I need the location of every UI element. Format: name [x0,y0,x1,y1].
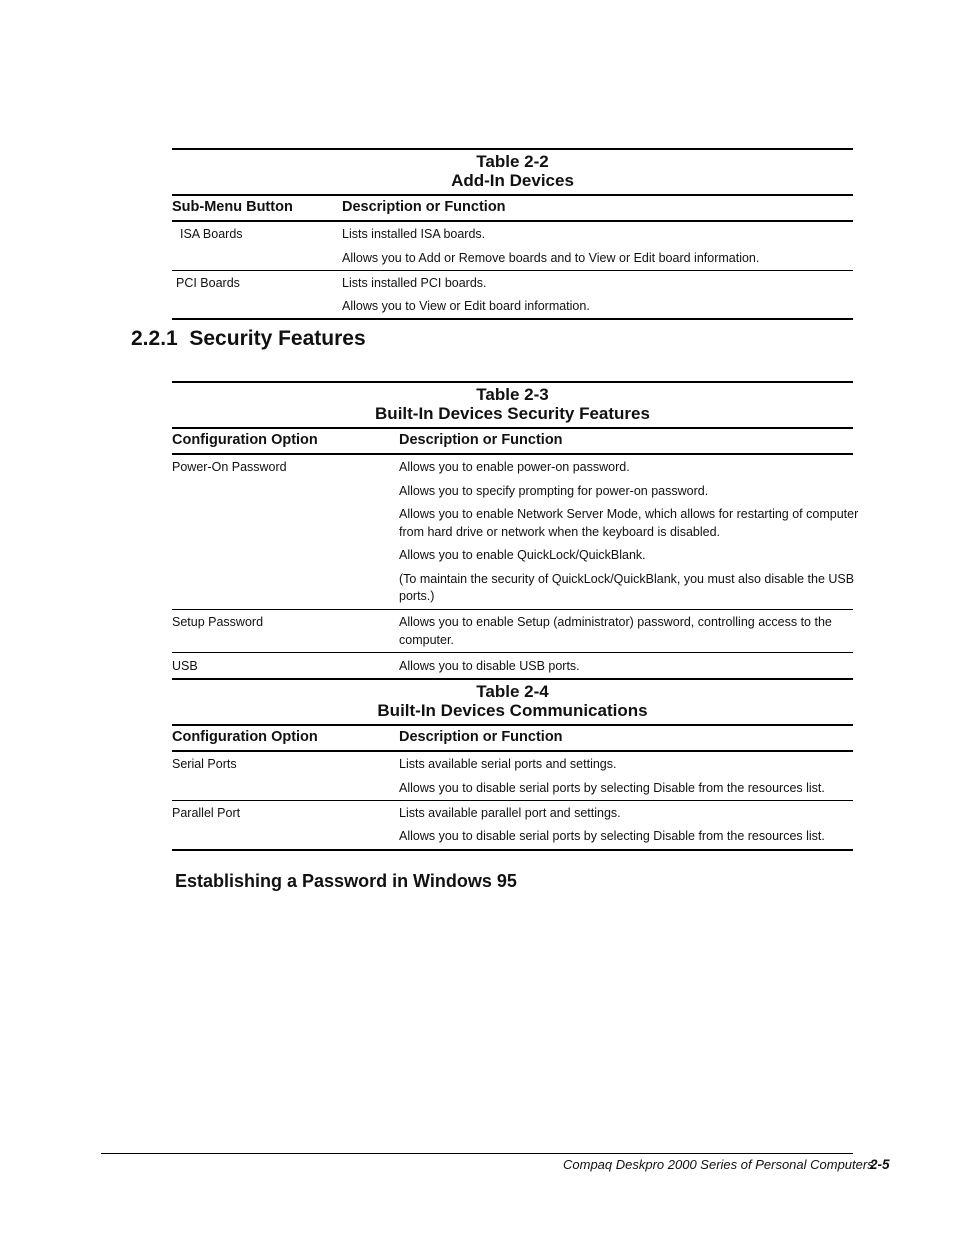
table-2-4-header-rule [172,724,853,726]
table-2-4-row-desc: Allows you to disable serial ports by selecting Disable from the resources list. [399,781,825,795]
table-2-2-row-desc: Lists installed ISA boards. [342,227,486,241]
table-2-3-top-rule [172,381,853,383]
table-2-3-row-desc: Allows you to enable Setup (administrator) password, controlling access to the [399,615,832,629]
table-2-2-header-rule [172,194,853,196]
table-2-2-row-desc: Allows you to View or Edit board information. [342,299,590,313]
subheading: Establishing a Password in Windows 95 [175,871,517,891]
table-2-4-number: Table 2-4 [476,682,549,701]
table-2-3-row-desc: Allows you to enable Network Server Mode, which allows for restarting of computer [399,507,859,521]
table-2-4-col1-header: Configuration Option [172,729,318,745]
table-2-4-body-rule [172,750,853,752]
table-2-2-row-divider [172,270,853,271]
table-2-2-col2-header: Description or Function [342,199,506,215]
table-2-4-col2-header: Description or Function [399,729,563,745]
table-2-4-row-option: Serial Ports [172,757,237,771]
table-2-4-row-desc: Lists available serial ports and settings. [399,757,617,771]
table-2-3-row-desc: Allows you to enable QuickLock/QuickBlank. [399,548,646,562]
footer-rule [101,1153,853,1154]
table-2-3-row-option: USB [172,659,198,673]
table-2-3-body-rule [172,453,853,455]
table-2-4-title: Built-In Devices Communications [377,701,648,720]
table-2-3-row-desc: Allows you to specify prompting for power-on password. [399,484,709,498]
table-2-3-row-desc: ports.) [399,589,435,603]
table-2-2-row-desc: Allows you to Add or Remove boards and to View or Edit board information. [342,251,760,265]
table-2-2-row-desc: Lists installed PCI boards. [342,276,487,290]
table-2-3-number: Table 2-3 [476,385,549,404]
table-2-4-row-divider [172,800,853,801]
footer-title: Compaq Deskpro 2000 Series of Personal Computers [563,1157,874,1172]
table-2-3-row-desc: Allows you to enable power-on password. [399,460,630,474]
table-2-2-title: Add-In Devices [451,171,574,190]
table-2-3-row-option: Power-On Password [172,460,287,474]
table-2-4-row-option: Parallel Port [172,806,241,820]
page-number: 2-5 [870,1157,890,1172]
table-2-2-body-rule [172,220,853,222]
table-2-3-row-desc: computer. [399,633,454,647]
table-2-2-top-rule [172,148,853,150]
table-2-4-bottom-rule [172,849,853,851]
table-2-4-row-desc: Lists available parallel port and settings. [399,806,621,820]
table-2-3-col1-header: Configuration Option [172,432,318,448]
table-2-2-bottom-rule [172,318,853,320]
table-2-2-row-option: ISA Boards [180,227,243,241]
table-2-4-row-desc: Allows you to disable serial ports by selecting Disable from the resources list. [399,829,825,843]
table-2-2-row-option: PCI Boards [176,276,240,290]
table-2-3-row-desc: (To maintain the security of QuickLock/QuickBlank, you must also disable the USB [399,572,855,586]
table-2-3-header-rule [172,427,853,429]
table-2-3-title: Built-In Devices Security Features [375,404,650,423]
table-2-3-col2-header: Description or Function [399,432,563,448]
table-2-3-row-divider [172,652,853,653]
section-heading: 2.2.1 Security Features [131,327,366,350]
table-2-3-bottom-rule [172,678,853,680]
table-2-3-row-desc: Allows you to disable USB ports. [399,659,580,673]
table-2-2-col1-header: Sub-Menu Button [172,199,293,215]
table-2-3-row-divider [172,609,853,610]
table-2-3-row-desc: from hard drive or network when the keyboard is disabled. [399,525,720,539]
table-2-2-number: Table 2-2 [476,152,549,171]
table-2-3-row-option: Setup Password [172,615,264,629]
